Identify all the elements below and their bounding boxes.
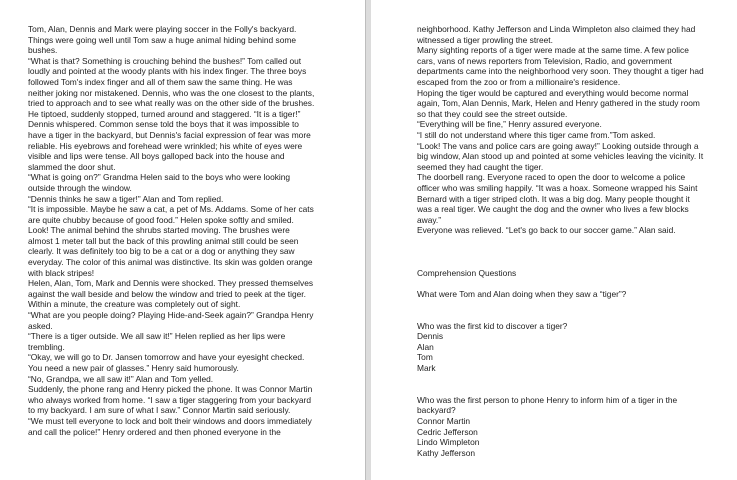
right-page-text-line: departments came into the neighborhood very soon. They thought a tiger had [417, 66, 704, 77]
left-page-text-line: Tom, Alan, Dennis and Mark were playing soccer in the Folly's backyard. [28, 24, 297, 34]
left-page-text-line: You need a new pair of glasses.” Henry said humorously. [28, 363, 239, 373]
right-page-text-line: What were Tom and Alan doing when they saw a “tiger”? [417, 288, 627, 299]
right-page-text-line: “Everything will be fine,” Henry assured everyone. [417, 119, 602, 130]
right-page-text-line: seemed they had caught the tiger. [417, 161, 544, 172]
blank-line [417, 257, 723, 268]
right-page-text-line: big window, Alan stood up and pointed at some vehicles leaving the vicinity. It [417, 151, 704, 162]
right-page-text-line: Many sighting reports of a tiger were made at the same time. A few police [417, 45, 689, 56]
right-page-text-line: Who was the first person to phone Henry to inform him of a tiger in the [417, 394, 678, 405]
left-page [0, 0, 365, 480]
right-page-text-line: Alan [417, 341, 434, 352]
right-page-text-line: cars, vans of news reporters from Television, Radio, and government [417, 55, 672, 66]
blank-line [417, 278, 723, 289]
blank-line [417, 310, 723, 321]
left-page-text-line: Look! The animal behind the shrubs started moving. The brushes were [28, 225, 290, 236]
left-page-text-line: followed Tom's index finger and all of them saw the same thing. He was [28, 76, 293, 87]
left-page-text-line: with black stripes! [28, 267, 95, 278]
right-page-text-line: officer who was smiling happily. “It was a hoax. Someone wrapped his Saint [417, 182, 698, 193]
left-page-text-line: reliable. His eyebrows and forehead were wrinkled; his white of eyes were [28, 140, 303, 151]
right-page-text-line: Tom [417, 352, 433, 363]
right-page-text-line: Mark [417, 363, 436, 373]
left-page-text-line: Helen, Alan, Tom, Mark and Dennis were shocked. They pressed themselves [28, 278, 314, 289]
right-page-text-line: Connor Martin [417, 415, 471, 426]
left-page-text-line: are quite chubby because of good food.” Helen spoke softly and smiled. [28, 214, 294, 225]
right-page-text-line: again, Tom, Alan Dennis, Mark, Helen and Henry gathered in the study room [417, 98, 700, 109]
left-page-text-line: Dennis whispered. Common sense told the boys that it was impossible to [28, 119, 299, 130]
right-page-text-line: The doorbell rang. Everyone raced to open the door to welcome a police [417, 172, 686, 183]
left-page-text-line: bushes. [28, 45, 58, 56]
blank-line [417, 246, 723, 257]
right-page-text-line: Comprehension Questions [417, 267, 517, 278]
left-page-text-line: outside through the window. [28, 182, 132, 193]
right-page [371, 0, 737, 480]
left-page-text-line: “What is that? Something is crouching behind the bushes!” Tom called out [28, 55, 302, 66]
left-page-text-line: He tiptoed, suddenly stopped, turned around and staggered. “It is a tiger!” [28, 108, 301, 119]
left-page-text-line: “What is going on?” Grandma Helen said to the boys who were looking [28, 172, 291, 183]
left-page-text-line: clearly. It was definitely too big to be a cat or a dog or anything they saw [28, 246, 295, 257]
right-page-text-line: Lindo Wimpleton [417, 437, 480, 448]
left-page-text-line: Within a minute, the creature was completely out of sight. [28, 299, 241, 310]
right-page-text-line: witnessed a tiger prowling the street. [417, 34, 553, 45]
right-page-text-line: Dennis [417, 331, 444, 342]
right-page-text-line: was a real tiger. We caught the dog and the owner who lives a few blocks [417, 204, 689, 215]
blank-line [417, 299, 723, 310]
left-page-text-line: almost 1 meter tall but the back of this prowling animal still could be seen [28, 235, 299, 246]
left-page-text-line: trembling. [28, 341, 65, 352]
blank-line [417, 236, 723, 247]
left-page-text-line: “What are you people doing? Playing Hide-and-Seek again?” Grandpa Henry [28, 310, 314, 321]
left-page-text-line: slammed the door shut. [28, 161, 116, 172]
right-page-text-line: Bernard with a tiger striped cloth. It was a big dog. Many people thought it [417, 193, 690, 204]
left-page-text-line: neither joking nor mistakened. Dennis, who was the one closest to the plants, [28, 87, 315, 98]
left-page-text-line: “No, Grandpa, we all saw it!” Alan and Tom yelled. [28, 373, 214, 384]
left-page-text-line: against the wall beside and below the window and tried to peek at the tiger. [28, 288, 306, 299]
left-page-text-line: “Dennis thinks he saw a tiger!” Alan and Tom replied. [28, 193, 224, 204]
left-page-text-line: “There is a tiger outside. We all saw it!” Helen replied as her lips were [28, 331, 286, 342]
right-page-text-line: Everyone was relieved. “Let's go back to our soccer game.” Alan said. [417, 225, 676, 236]
right-page-text-line: so that they could see the street outside. [417, 108, 568, 119]
left-page-text-line: everyday. The color of this animal was distinctive. Its skin was golden orange [28, 257, 313, 268]
left-page-text-line: loudly and pointed at the woody plants with his index finger. The three boys [28, 66, 307, 77]
right-page-text-line: “I still do not understand where this tiger came from.”Tom asked. [417, 129, 656, 140]
left-page-text-line: “Okay, we will go to Dr. Jansen tomorrow and have your eyesight checked. [28, 352, 305, 363]
left-page-text-line: visible and lips were tense. All boys galloped back into the house and [28, 151, 285, 162]
blank-line [417, 374, 723, 385]
blank-line [417, 384, 723, 395]
left-page-text-line: asked. [28, 320, 53, 331]
right-page-text-line: escaped from the zoo or from a millionaire's residence. [417, 76, 621, 87]
right-page-text-line: backyard? [417, 405, 456, 416]
left-page-text-line: Things were going well until Tom saw a huge animal hiding behind some [28, 34, 296, 45]
left-page-text-line: Suddenly, the phone rang and Henry picked the phone. It was Connor Martin [28, 384, 313, 395]
right-page-text-line: Hoping the tiger would be captured and everything would become normal [417, 87, 689, 98]
right-page-text-line: Kathy Jefferson [417, 447, 476, 458]
left-page-text-line: “We must tell everyone to lock and bolt their windows and doors immediately [28, 415, 312, 426]
left-page-text-line: to my backyard. I am sure of what I saw.” Connor Martin said seriously. [28, 405, 291, 416]
right-page-text-line: “Look! The vans and police cars are going away!” Looking outside through a [417, 140, 699, 151]
left-page-text-line: and call the police!” Henry ordered and then phoned everyone in the [28, 426, 281, 437]
right-page-text-line: neighborhood. Kathy Jefferson and Linda Wimpleton also claimed they had [417, 24, 696, 34]
left-page-text-line: who always worked from home. “I saw a tiger staggering from your backyard [28, 394, 312, 405]
right-page-text-line: Who was the first kid to discover a tiger? [417, 320, 568, 331]
left-page-text-line: “It is impossible. Maybe he saw a cat, a pet of Ms. Addams. Some of her cats [28, 204, 314, 215]
left-page-text-line: tried to approach and to see what really was on the other side of the brushes. [28, 98, 315, 109]
left-page-text-line: have a tiger in the backyard, but Dennis's facial expression of fear was more [28, 129, 311, 140]
right-page-text-line: away.” [417, 214, 442, 225]
right-page-text-line: Cedric Jefferson [417, 426, 478, 437]
